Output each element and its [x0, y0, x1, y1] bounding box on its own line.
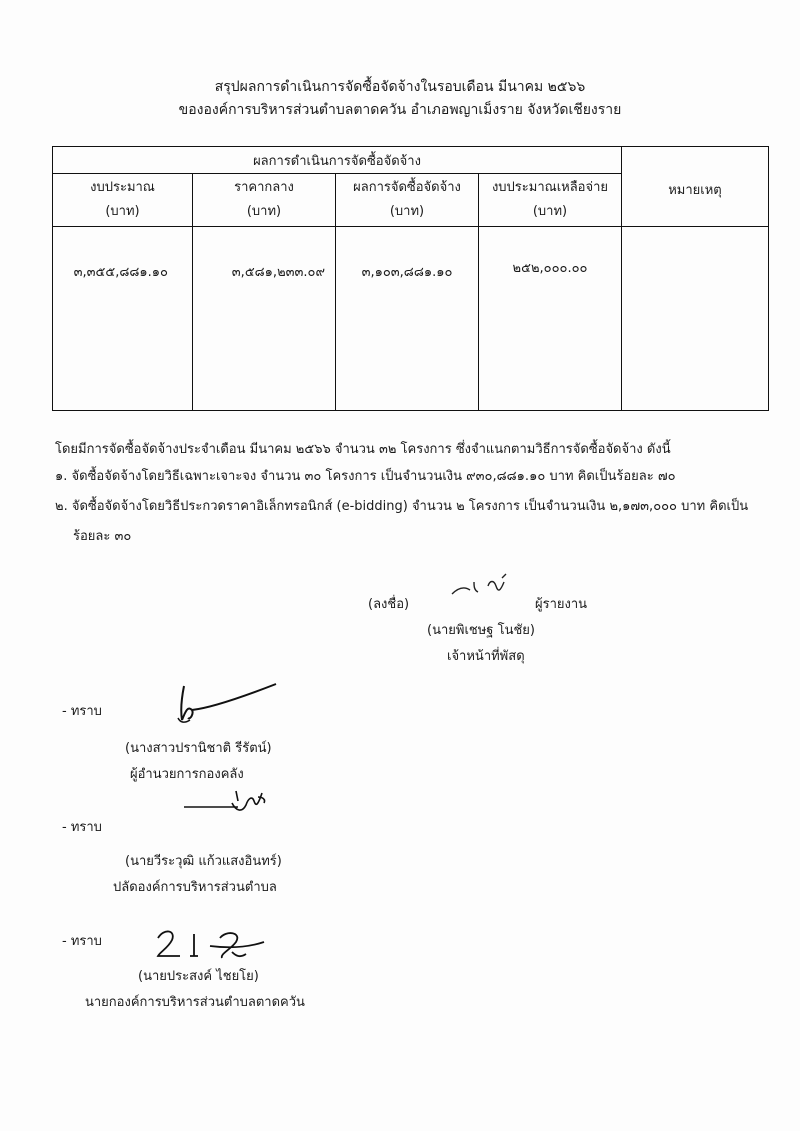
remark-header-label: หมายเหตุ: [668, 183, 722, 198]
column-unit: (บาท): [532, 204, 568, 219]
procurement-summary-table: [52, 146, 769, 411]
column-header-remaining-budget: [479, 174, 622, 227]
reporter-position: เจ้าหน้าที่พัสดุ: [447, 649, 525, 664]
column-unit: (บาท): [246, 204, 282, 219]
ack-name-2: (นายวีระวุฒิ แก้วแสงอินทร์): [125, 854, 282, 869]
column-header-budget: [53, 174, 193, 227]
method-item-2-continued: ร้อยละ ๓๐: [73, 529, 132, 544]
finance-director-signature: [170, 680, 280, 728]
column-header-procurement-result: [336, 174, 479, 227]
median-price-value: ๓,๕๘๑,๒๓๓.๐๙: [231, 265, 325, 280]
ack-label-3: - ทราบ: [62, 934, 102, 949]
remark-cell: [622, 227, 769, 411]
column-header-median-price: [193, 174, 336, 227]
document-subtitle: ขององค์การบริหารส่วนตำบลตาดควัน อำเภอพญาเม็งราย จังหวัดเชียงราย: [178, 102, 622, 118]
remaining-budget-value: ๒๕๒,๐๐๐.๐๐: [512, 261, 588, 276]
remark-header: [622, 147, 769, 227]
method-item-2: ๒. จัดซื้อจัดจ้างโดยวิธีประกวดราคาอิเล็กทรอนิกส์ (e-bidding) จำนวน ๒ โครงการ เป็นจำนวนเงิน ๒,๑๗๓,๐๐๐ บาท คิดเป็น: [55, 499, 749, 514]
column-label: ผลการจัดซื้อจัดจ้าง: [353, 180, 461, 195]
budget-value: ๓,๓๕๕,๘๘๑.๑๐: [73, 265, 168, 280]
table-group-header: ผลการดำเนินการจัดซื้อจัดจ้าง: [53, 147, 622, 174]
column-label: งบประมาณเหลือจ่าย: [491, 180, 609, 195]
ack-name-3: (นายประสงค์ ไชยโย): [138, 969, 259, 984]
reporter-name: (นายพิเชษฐ โนชัย): [427, 623, 535, 638]
reporter-signature: [448, 572, 518, 600]
column-unit: (บาท): [105, 204, 140, 219]
ack-label-1: - ทราบ: [62, 704, 102, 719]
document-title: สรุปผลการดำเนินการจัดซื้อจัดจ้างในรอบเดือน มีนาคม ๒๕๖๖: [214, 79, 586, 95]
sign-label: (ลงชื่อ): [368, 597, 410, 612]
ack-name-1: (นางสาวปรานิชาติ รีรัตน์): [125, 741, 272, 756]
ack-position-3: นายกองค์การบริหารส่วนตำบลตาดควัน: [85, 995, 305, 1010]
table-cell: [53, 227, 193, 411]
procurement-result-value: ๓,๑๐๓,๘๘๑.๑๐: [361, 265, 453, 280]
column-label: งบประมาณ: [90, 180, 155, 195]
ack-position-2: ปลัดองค์การบริหารส่วนตำบล: [113, 880, 277, 895]
table-cell: [336, 227, 479, 411]
table-cell: [479, 227, 622, 411]
chief-administrator-signature: [180, 783, 280, 823]
column-label: ราคากลาง: [234, 180, 294, 195]
ack-label-2: - ทราบ: [62, 820, 102, 835]
table-cell: [193, 227, 336, 411]
intro-paragraph: โดยมีการจัดซื้อจัดจ้างประจำเดือน มีนาคม ๒๕๖๖ จำนวน ๓๒ โครงการ ซึ่งจำแนกตามวิธีการจัดซื้อจัดจ้าง ดังนี้: [55, 442, 671, 457]
method-item-1: ๑. จัดซื้อจัดจ้างโดยวิธีเฉพาะเจาะจง จำนวน ๓๐ โครงการ เป็นจำนวนเงิน ๙๓๐,๘๘๑.๑๐ บาท คิดเป็นร้อยละ ๗๐: [55, 469, 676, 484]
mayor-signature: [150, 922, 270, 966]
reporter-role: ผู้รายงาน: [535, 597, 588, 612]
ack-position-1: ผู้อำนวยการกองคลัง: [130, 767, 244, 782]
column-unit: (บาท): [389, 204, 425, 219]
